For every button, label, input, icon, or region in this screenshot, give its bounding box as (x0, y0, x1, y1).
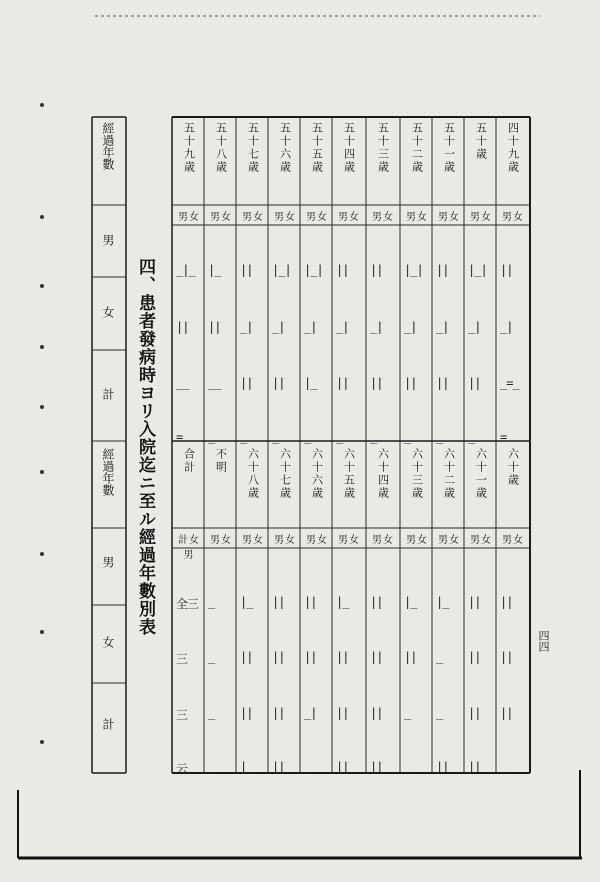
header-years-lower-label: 經過年數 (101, 448, 115, 496)
header-male (92, 234, 124, 246)
binding-mark (40, 740, 44, 744)
sex-subheader: 男女 (178, 212, 200, 223)
lower-col-label: 六十八歳 (246, 448, 260, 500)
sex-subheader: 男女 (274, 535, 296, 546)
header-total (92, 388, 124, 400)
binding-mark (40, 630, 44, 634)
lower-col-label: 六十歳 (506, 448, 520, 487)
table-title: 四、患者發病時ヨリ入院迄ニ至ル經過年數別表 (135, 258, 155, 636)
lower-cell: || (336, 760, 349, 774)
upper-col-label: 五十七歳 (246, 122, 260, 174)
upper-col-head (237, 122, 269, 174)
lower-cell: || (272, 706, 285, 720)
upper-cell: _ (304, 430, 311, 444)
upper-cell: |_ (208, 263, 221, 277)
sex-subheader: 男女 (438, 535, 460, 546)
lower-cell: _ (404, 760, 411, 774)
lower-col-head (333, 448, 365, 500)
lower-col-head (173, 448, 205, 474)
lower-cell: || (370, 595, 383, 609)
lower-cell: || (240, 650, 253, 664)
lower-cell: || (304, 595, 317, 609)
lower-cell: || (370, 650, 383, 664)
lower-cell: _ (404, 706, 411, 720)
sex-subheader: 男女 (502, 535, 524, 546)
header-total-lower (92, 718, 124, 730)
lower-col-label: 六十一歳 (474, 448, 488, 500)
lower-cell: 三 (176, 708, 188, 722)
upper-cell: _| (468, 320, 481, 334)
upper-cell: _|_ (176, 263, 195, 277)
header-female (92, 306, 124, 318)
lower-col-head (205, 448, 237, 474)
binding-mark (40, 345, 44, 349)
binding-mark (40, 284, 44, 288)
upper-cell: _| (370, 320, 383, 334)
sex-subheader-total: 計女男 (178, 535, 200, 561)
upper-col-label: 五十二歳 (410, 122, 424, 174)
header-years-lower (92, 448, 124, 496)
sex-subheader: 男女 (406, 212, 428, 223)
upper-cell: || (336, 376, 349, 390)
lower-col-label: 六十六歳 (310, 448, 324, 500)
upper-cell: = (500, 430, 507, 444)
lower-cell: || (240, 706, 253, 720)
lower-cell: || (436, 760, 449, 774)
upper-col-head (367, 122, 399, 174)
lower-col-head (433, 448, 465, 500)
lower-cell: 三 (176, 652, 188, 666)
lower-cell: 全三 (176, 597, 199, 611)
sex-subheader: 男女 (338, 212, 360, 223)
binding-mark (40, 405, 44, 409)
lower-col-label: 六十七歳 (278, 448, 292, 500)
upper-cell: || (240, 263, 253, 277)
upper-cell: || (240, 376, 253, 390)
header-total-label: 計 (101, 388, 115, 400)
upper-cell: || (272, 376, 285, 390)
upper-cell: __ (176, 376, 189, 390)
lower-cell: || (272, 760, 285, 774)
lower-cell: || (336, 650, 349, 664)
header-total-lower-label: 計 (101, 718, 115, 730)
upper-col-label: 五十九歳 (182, 122, 196, 174)
header-years (92, 122, 124, 170)
upper-cell: _ (436, 430, 443, 444)
lower-col-label: 合計 (182, 448, 196, 474)
sex-subheader: 男女 (502, 212, 524, 223)
sex-subheader: 男女 (372, 212, 394, 223)
sex-subheader: 男女 (274, 212, 296, 223)
lower-cell: _ (208, 706, 215, 720)
sex-subheader: 男女 (242, 535, 264, 546)
header-female-label: 女 (101, 306, 115, 318)
upper-cell: _| (336, 320, 349, 334)
upper-col-label: 五十六歳 (278, 122, 292, 174)
lower-col-label: 六十四歳 (376, 448, 390, 500)
upper-cell: || (436, 263, 449, 277)
lower-cell: _ (208, 650, 215, 664)
lower-col-head (465, 448, 497, 500)
lower-cell: || (404, 650, 417, 664)
upper-col-head (433, 122, 465, 174)
sex-subheader: 男女 (372, 535, 394, 546)
upper-cell: _| (404, 320, 417, 334)
upper-col-head (401, 122, 433, 174)
header-male-label: 男 (101, 234, 115, 246)
upper-cell: _| (436, 320, 449, 334)
lower-cell: |_ (404, 595, 417, 609)
lower-cell: _ (436, 706, 443, 720)
upper-cell: || (404, 376, 417, 390)
lower-col-head (269, 448, 301, 500)
lower-cell: |_ (336, 595, 349, 609)
lower-cell: || (468, 650, 481, 664)
lower-col-label: 六十二歳 (442, 448, 456, 500)
upper-cell: _ (272, 430, 279, 444)
upper-cell: || (500, 263, 513, 277)
lower-cell: || (500, 706, 513, 720)
lower-cell: |_ (436, 595, 449, 609)
upper-col-head (205, 122, 237, 174)
lower-cell: _ (208, 760, 215, 774)
sex-subheader: 男女 (210, 212, 232, 223)
upper-cell: _ (404, 430, 411, 444)
sex-subheader: 男女 (210, 535, 232, 546)
header-male-lower (92, 556, 124, 568)
lower-cell: _ (304, 760, 311, 774)
sex-subheader: 男女 (242, 212, 264, 223)
lower-cell: || (370, 706, 383, 720)
upper-cell: |_| (272, 263, 291, 277)
upper-cell: _| (272, 320, 285, 334)
header-male-lower-label: 男 (101, 556, 115, 568)
upper-cell: |_| (468, 263, 487, 277)
lower-cell: _| (304, 706, 317, 720)
lower-cell: |_ (240, 760, 253, 774)
upper-cell: || (336, 263, 349, 277)
upper-col-head (173, 122, 205, 174)
upper-cell: || (176, 320, 189, 334)
lower-cell: || (468, 760, 481, 774)
upper-col-label: 五十五歳 (310, 122, 324, 174)
binding-mark (40, 552, 44, 556)
lower-col-head (401, 448, 433, 500)
header-female-lower (92, 636, 124, 648)
lower-col-label: 六十五歳 (342, 448, 356, 500)
lower-col-head (497, 448, 529, 487)
binding-mark (40, 470, 44, 474)
upper-col-label: 五十三歳 (376, 122, 390, 174)
lower-cell: 云 (176, 762, 188, 776)
lower-cell: || (468, 595, 481, 609)
upper-cell: _ (240, 430, 247, 444)
upper-cell: |_ (304, 376, 317, 390)
lower-cell: || (468, 706, 481, 720)
upper-col-head (465, 122, 497, 161)
header-years-label: 經過年數 (101, 122, 115, 170)
binding-mark (40, 103, 44, 107)
lower-cell: _ (436, 650, 443, 664)
sex-subheader: 男女 (406, 535, 428, 546)
upper-col-label: 五十四歳 (342, 122, 356, 174)
upper-cell: || (370, 376, 383, 390)
lower-cell: _ (208, 595, 215, 609)
upper-cell: = (176, 430, 183, 444)
upper-col-label: 四十九歳 (506, 122, 520, 174)
upper-col-label: 五十一歳 (442, 122, 456, 174)
upper-cell: _ (468, 430, 475, 444)
sex-subheader: 男女 (470, 535, 492, 546)
upper-cell: || (208, 320, 221, 334)
upper-col-head (301, 122, 333, 174)
sex-subheader: 男女 (438, 212, 460, 223)
page-number: 四四 (537, 630, 550, 652)
upper-col-head (333, 122, 365, 174)
upper-cell: _| (500, 320, 513, 334)
sex-subheader: 男女 (306, 535, 328, 546)
upper-cell: _| (240, 320, 253, 334)
lower-cell: || (336, 706, 349, 720)
sex-subheader: 男女 (470, 212, 492, 223)
upper-col-label: 五十歳 (474, 122, 488, 161)
binding-mark (40, 215, 44, 219)
lower-cell: || (370, 760, 383, 774)
upper-cell: _ (370, 430, 377, 444)
upper-cell: |_| (404, 263, 423, 277)
sex-subheader: 男女 (306, 212, 328, 223)
lower-cell: _ (500, 760, 507, 774)
lower-col-head (367, 448, 399, 500)
lower-col-label: 不明 (214, 448, 228, 474)
lower-cell: || (500, 595, 513, 609)
lower-cell: || (304, 650, 317, 664)
upper-cell: || (468, 376, 481, 390)
upper-cell: __ (208, 376, 221, 390)
lower-cell: |_ (240, 595, 253, 609)
upper-cell: _ (336, 430, 343, 444)
upper-cell: _=_ (500, 376, 519, 390)
upper-col-head (497, 122, 529, 174)
lower-cell: || (272, 650, 285, 664)
header-female-lower-label: 女 (101, 636, 115, 648)
upper-cell: _| (304, 320, 317, 334)
upper-cell: |_| (304, 263, 323, 277)
sex-subheader: 男女 (338, 535, 360, 546)
upper-cell: || (436, 376, 449, 390)
lower-col-head (301, 448, 333, 500)
upper-cell: _ (208, 430, 215, 444)
upper-col-label: 五十八歳 (214, 122, 228, 174)
upper-col-head (269, 122, 301, 174)
upper-cell: || (370, 263, 383, 277)
lower-col-label: 六十三歳 (410, 448, 424, 500)
lower-cell: || (272, 595, 285, 609)
lower-col-head (237, 448, 269, 500)
lower-cell: || (500, 650, 513, 664)
